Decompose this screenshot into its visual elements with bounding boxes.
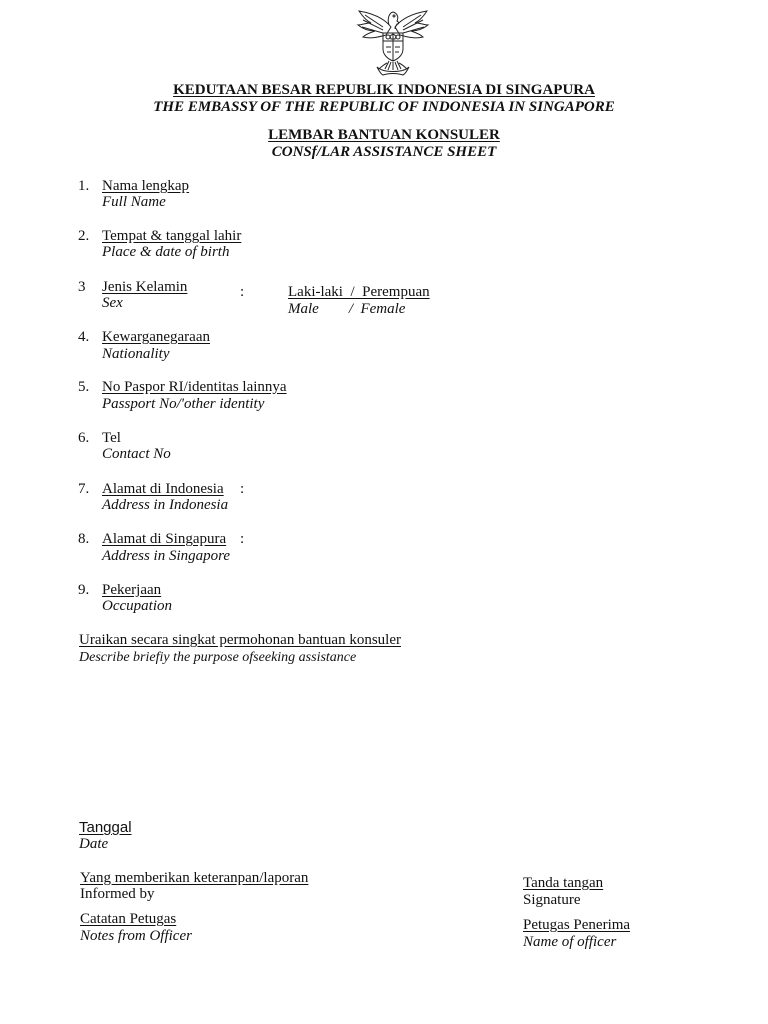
field-label: Alamat di Indonesia <box>102 481 224 497</box>
field-colon: : <box>240 481 245 497</box>
field-number: 9. <box>78 582 90 598</box>
field-colon: : <box>240 531 245 547</box>
informed-by-label: Yang memberikan keteranpan/laporan <box>80 870 309 886</box>
field-number: 6. <box>78 430 90 446</box>
sex-options: Laki-laki / Perempuan <box>288 284 430 300</box>
field-number: 3 <box>78 279 86 295</box>
field-number: 5. <box>78 379 90 395</box>
receiving-officer-label-english: Name of officer <box>523 934 617 950</box>
field-label: No Paspor RI/identitas lainnya <box>102 379 287 395</box>
purpose-label: Uraikan secara singkat permohonan bantuan konsuler <box>79 632 401 648</box>
field-number: 4. <box>78 329 90 345</box>
field-label-english: Nationality <box>102 346 170 362</box>
informed-by-label-english: Informed by <box>80 886 155 902</box>
sex-options-english: Male / Female <box>288 301 406 317</box>
date-label: Tanggal <box>79 819 132 836</box>
field-label-english: Full Name <box>102 194 166 210</box>
field-label: Pekerjaan <box>102 582 162 598</box>
field-label: Tel <box>102 430 121 446</box>
embassy-name-english: THE EMBASSY OF THE REPUBLIC OF INDONESIA IN SINGAPORE <box>153 99 615 115</box>
embassy-name-indonesian: KEDUTAAN BESAR REPUBLIK INDONESIA DI SINGAPURA <box>173 82 595 98</box>
field-number: 7. <box>78 481 90 497</box>
field-colon: : <box>240 284 245 300</box>
officer-notes-label-english: Notes from Officer <box>80 928 192 944</box>
field-number: 8. <box>78 531 90 547</box>
date-label-english: Date <box>79 836 109 852</box>
field-label-english: Contact No <box>102 446 171 462</box>
signature-label-english: Signature <box>523 892 581 908</box>
officer-notes-label: Catatan Petugas <box>80 911 177 927</box>
sheet-title-indonesian: LEMBAR BANTUAN KONSULER <box>268 127 500 143</box>
field-label-english: Address in Singapore <box>102 548 231 564</box>
field-label-english: Passport No/'other identity <box>102 396 265 412</box>
signature-label: Tanda tangan <box>523 875 604 891</box>
field-label-english: Occupation <box>102 598 172 614</box>
field-label-english: Place & date of birth <box>102 244 230 260</box>
field-label-english: Address in Indonesia <box>102 497 229 513</box>
field-number: 2. <box>78 228 90 244</box>
field-label: Jenis Kelamin <box>102 279 188 295</box>
field-number: 1. <box>78 178 90 194</box>
field-label: Kewarganegaraan <box>102 329 210 345</box>
receiving-officer-label: Petugas Penerima <box>523 917 631 933</box>
field-label-english: Sex <box>102 295 123 311</box>
field-label: Nama lengkap <box>102 178 190 194</box>
field-label: Alamat di Singapura <box>102 531 227 547</box>
sheet-title-english: CONSf/LAR ASSISTANCE SHEET <box>271 144 497 160</box>
garuda-emblem-icon <box>353 7 433 77</box>
field-label: Tempat & tanggal lahir <box>102 228 242 244</box>
purpose-label-english: Describe briefiy the purpose ofseeking assistance <box>79 650 357 665</box>
